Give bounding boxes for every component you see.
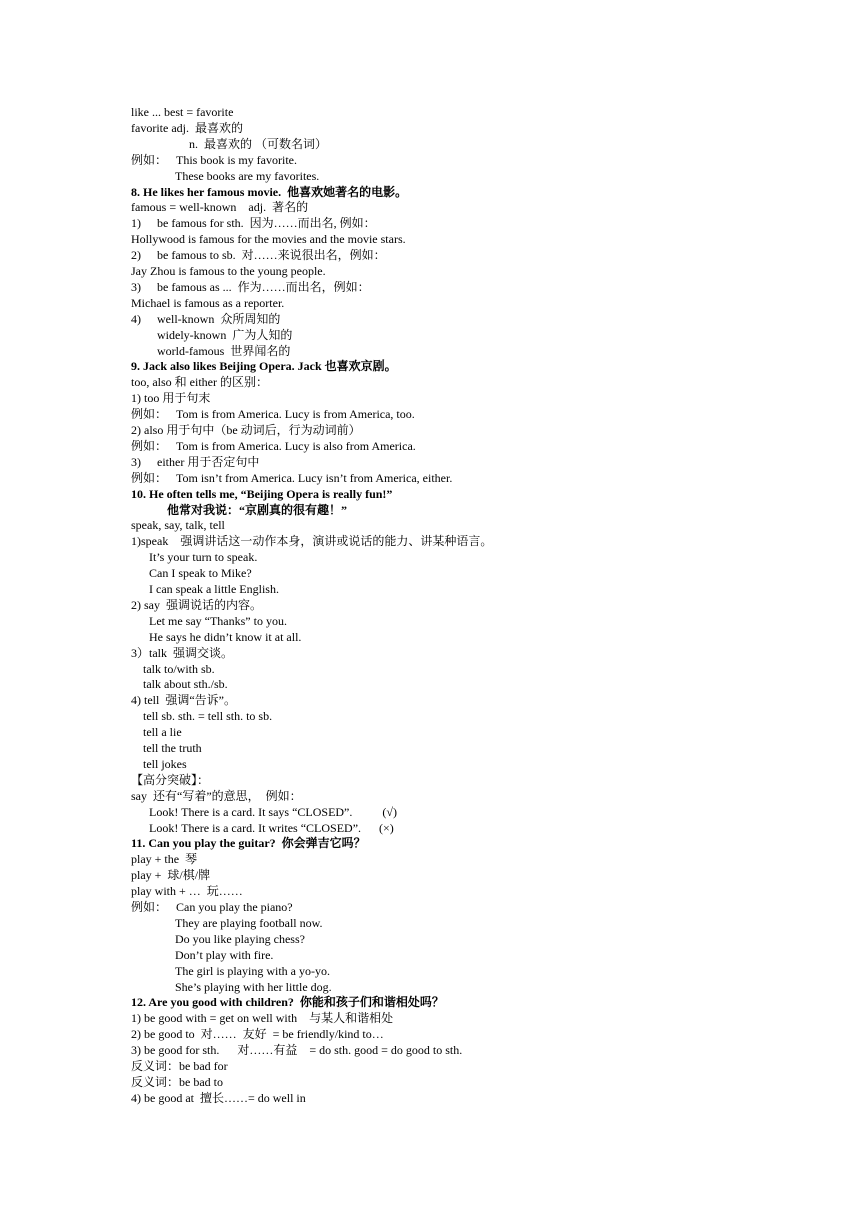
text-line: [131, 597, 831, 613]
text-line: [131, 120, 831, 136]
text-line: [131, 454, 831, 470]
line-text: be famous as ... 作为……而出名，例如：: [157, 279, 370, 294]
text-line: [157, 343, 857, 359]
text-line: [175, 979, 860, 995]
text-line: [143, 740, 843, 756]
line-text: Tom is from America. Lucy is from America, too.: [176, 407, 415, 422]
line-text: 11. Can you play the guitar? 你会弹吉它吗？: [131, 836, 366, 851]
line-text: favorite adj. 最喜欢的: [131, 120, 243, 135]
text-line: [131, 374, 831, 390]
line-text: I can speak a little English.: [149, 582, 279, 596]
item-number: 4): [131, 311, 141, 326]
text-line: [131, 199, 831, 215]
item-number: 2): [131, 248, 141, 263]
example-prefix: 例如：: [131, 470, 168, 485]
section-heading: [167, 502, 860, 518]
line-text: 4) be good at 擅长……= do well in: [131, 1090, 306, 1105]
text-line: [131, 1074, 831, 1090]
line-text: tell a lie: [143, 725, 182, 740]
text-line: [131, 215, 831, 231]
text-line: [131, 279, 831, 295]
line-text: be famous to sb. 对……来说很出名，例如：: [157, 248, 386, 263]
section-heading: [131, 486, 831, 502]
line-text: Look! There is a card. It says “CLOSED”. (√): [149, 804, 397, 819]
text-line: [131, 422, 831, 438]
line-text: Can you play the piano?: [176, 900, 293, 914]
line-text: 2) say 强调说话的内容。: [131, 597, 262, 612]
item-number: 3): [131, 279, 141, 294]
text-line: [157, 327, 857, 343]
line-text: talk to/with sb.: [143, 661, 215, 676]
line-text: famous = well-known adj. 著名的: [131, 200, 309, 215]
example-prefix: 例如：: [131, 900, 168, 914]
line-text: 3）talk 强调交谈。: [131, 645, 233, 660]
line-text: Hollywood is famous for the movies and the movie stars.: [131, 232, 406, 247]
text-line: [143, 661, 843, 677]
section-heading: [131, 184, 831, 200]
example-prefix: 例如：: [131, 438, 168, 453]
line-text: 8. He likes her famous movie. 他喜欢她著名的电影。: [131, 184, 408, 199]
text-line: [131, 772, 831, 788]
text-line: [149, 613, 849, 629]
text-line: [131, 438, 831, 454]
text-line: [131, 867, 831, 883]
text-line: [149, 581, 849, 597]
line-text: 他常对我说：“京剧真的很有趣！”: [167, 502, 348, 517]
line-text: Can I speak to Mike?: [149, 566, 252, 581]
line-text: 3) be good for sth. 对……有益 = do sth. good = do good to sth.: [131, 1043, 463, 1058]
line-text: tell the truth: [143, 741, 202, 755]
text-line: [131, 517, 831, 533]
line-text: like ... best = favorite: [131, 105, 234, 119]
text-line: [175, 931, 860, 947]
line-text: play + the 琴: [131, 852, 198, 867]
line-text: Don’t play with fire.: [175, 947, 274, 962]
line-text: He says he didn’t know it at all.: [149, 629, 302, 644]
line-text: 1) be good with = get on well with 与某人和谐相处: [131, 1011, 394, 1026]
line-text: 2) be good to 对…… 友好 = be friendly/kind to…: [131, 1027, 384, 1042]
line-text: too, also 和 either 的区别：: [131, 375, 268, 390]
line-text: say 还有“写着”的意思， 例如：: [131, 788, 302, 803]
item-number: 3): [131, 454, 141, 469]
text-line: [149, 629, 849, 645]
section-heading: [131, 358, 831, 374]
line-text: 反义词：be bad to: [131, 1074, 223, 1089]
line-text: Michael is famous as a reporter.: [131, 295, 285, 310]
text-line: [131, 295, 831, 311]
line-text: play with + … 玩……: [131, 884, 243, 899]
text-line: [149, 549, 849, 565]
line-text: either 用于否定句中: [157, 454, 260, 469]
line-text: Look! There is a card. It writes “CLOSED”. (×): [149, 820, 394, 835]
text-line: [143, 676, 843, 692]
line-text: Let me say “Thanks” to you.: [149, 613, 287, 628]
line-text: It’s your turn to speak.: [149, 550, 258, 565]
text-line: [131, 231, 831, 247]
text-line: [175, 915, 860, 931]
text-line: [131, 692, 831, 708]
section-heading: [131, 994, 831, 1010]
text-line: [189, 136, 860, 152]
line-text: speak, say, talk, tell: [131, 518, 225, 533]
line-text: play + 球/棋/牌: [131, 868, 211, 883]
line-text: They are playing football now.: [175, 915, 323, 930]
line-text: well-known 众所周知的: [157, 311, 281, 326]
line-text: These books are my favorites.: [175, 168, 320, 183]
text-line: [131, 152, 831, 168]
text-line: [131, 311, 831, 327]
text-line: [175, 963, 860, 979]
text-line: [131, 1026, 831, 1042]
text-line: [149, 565, 849, 581]
example-prefix: 例如：: [131, 407, 168, 422]
text-line: [131, 263, 831, 279]
text-line: [131, 1042, 831, 1058]
line-text: world-famous 世界闻名的: [157, 343, 291, 358]
line-text: 【高分突破】：: [131, 772, 210, 787]
text-line: [143, 756, 843, 772]
line-text: This book is my favorite.: [176, 152, 297, 167]
line-text: 12. Are you good with children? 你能和孩子们和谐相处吗？: [131, 995, 444, 1010]
line-text: 1) too 用于句末: [131, 391, 211, 406]
line-text: 1)speak 强调讲话这一动作本身，演讲或说话的能力、讲某种语言。: [131, 534, 493, 549]
line-text: 4) tell 强调“告诉”。: [131, 693, 236, 708]
line-text: tell sb. sth. = tell sth. to sb.: [143, 709, 273, 724]
section-heading: [131, 835, 831, 851]
text-line: [131, 406, 831, 422]
example-prefix: 例如：: [131, 152, 168, 167]
text-line: [143, 724, 843, 740]
text-line: [131, 247, 831, 263]
line-text: talk about sth./sb.: [143, 677, 228, 692]
text-line: [175, 168, 860, 184]
line-text: 10. He often tells me, “Beijing Opera is really fun!”: [131, 486, 393, 501]
line-text: Do you like playing chess?: [175, 931, 305, 946]
line-text: The girl is playing with a yo-yo.: [175, 963, 330, 978]
line-text: 9. Jack also likes Beijing Opera. Jack 也喜欢京剧。: [131, 359, 397, 374]
text-line: [131, 883, 831, 899]
text-line: [131, 104, 831, 120]
text-line: [175, 947, 860, 963]
text-line: [149, 820, 849, 836]
text-line: [131, 899, 831, 915]
line-text: 反义词：be bad for: [131, 1059, 228, 1073]
line-text: Jay Zhou is famous to the young people.: [131, 264, 326, 278]
line-text: She’s playing with her little dog.: [175, 979, 332, 994]
line-text: tell jokes: [143, 756, 187, 771]
line-text: n. 最喜欢的 （可数名词）: [189, 136, 328, 151]
line-text: 2) also 用于句中（be 动词后，行为动词前）: [131, 423, 361, 437]
item-number: 1): [131, 216, 141, 231]
text-line: [131, 851, 831, 867]
text-line: [131, 1010, 831, 1026]
text-line: [143, 708, 843, 724]
line-text: Tom isn’t from America. Lucy isn’t from America, either.: [176, 470, 453, 485]
line-text: widely-known 广为人知的: [157, 327, 293, 342]
text-line: [131, 470, 831, 486]
line-text: be famous for sth. 因为……而出名, 例如：: [157, 216, 376, 231]
text-line: [131, 390, 831, 406]
text-line: [131, 788, 831, 804]
text-line: [131, 645, 831, 661]
text-line: [149, 804, 849, 820]
text-line: [131, 1090, 831, 1106]
text-line: [131, 1058, 831, 1074]
line-text: Tom is from America. Lucy is also from America.: [176, 438, 416, 453]
text-line: [131, 533, 831, 549]
